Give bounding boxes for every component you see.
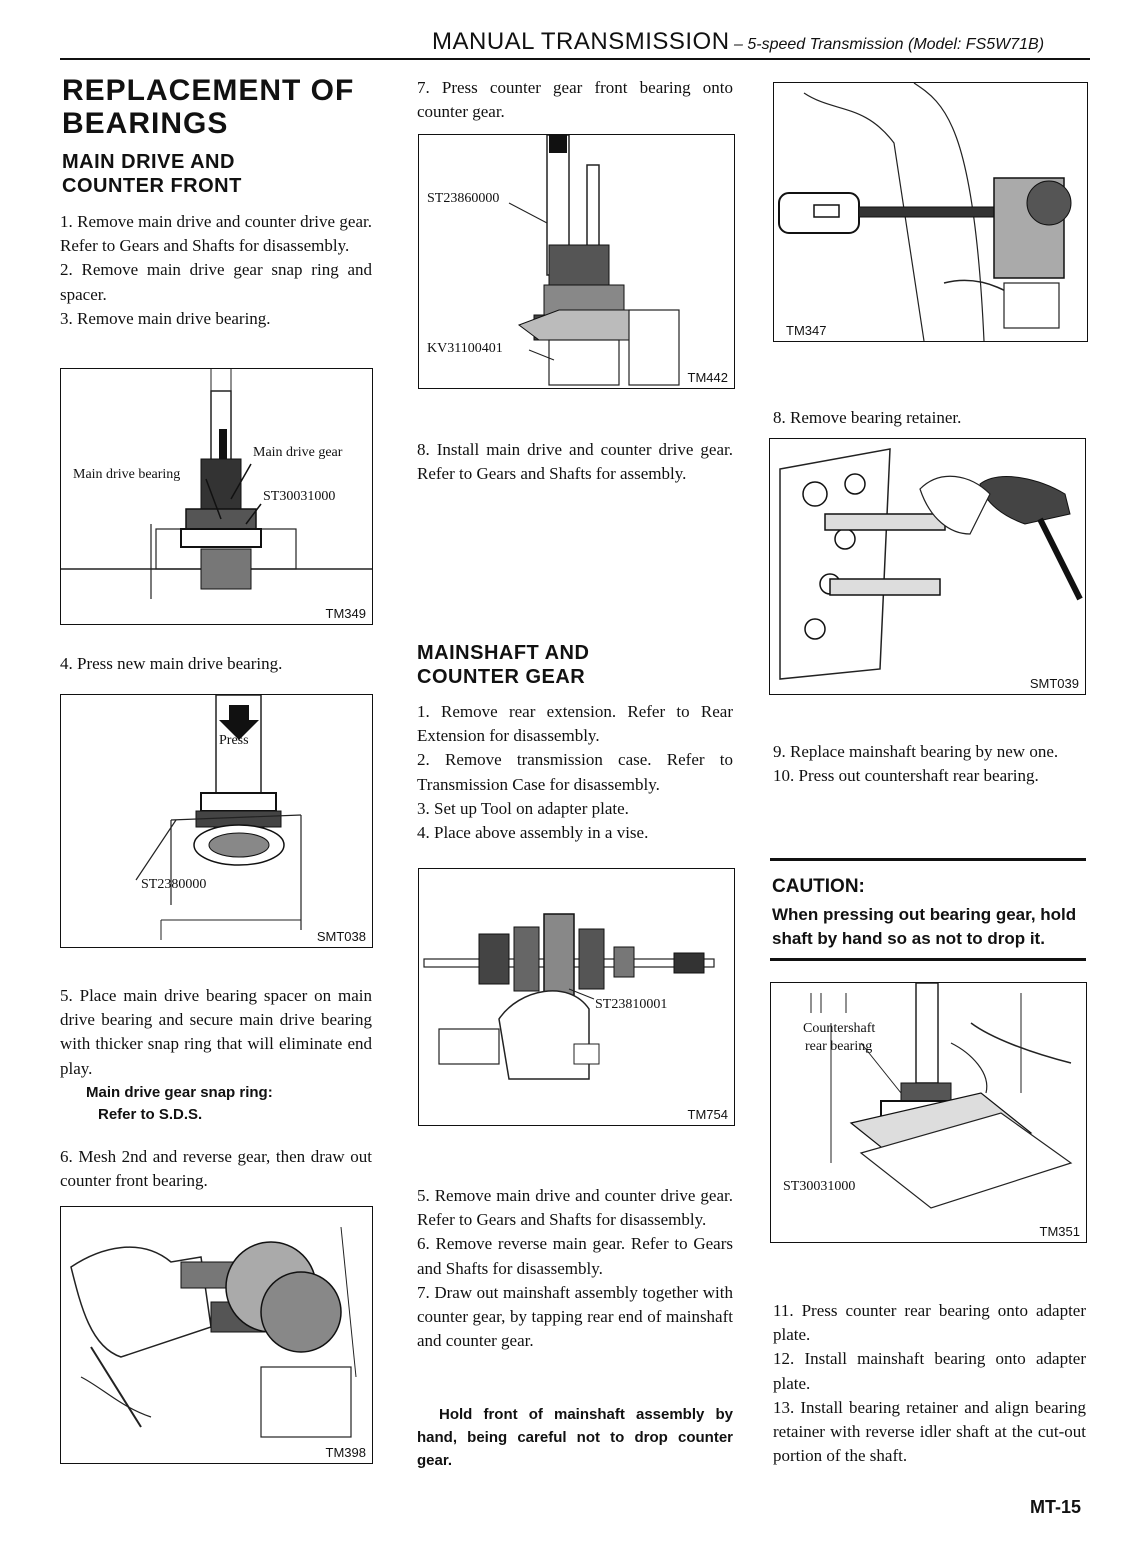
hold-mainshaft-note: Hold front of mainshaft assembly by hand, being careful not to drop counter gear.	[417, 1406, 733, 1469]
fig-label-tool-number-b: KV31100401	[427, 341, 503, 356]
caution-text: When pressing out bearing gear, hold shaft by hand so as not to drop it.	[772, 905, 1077, 948]
figure-code: TM351	[1039, 1224, 1080, 1239]
header-title: MANUAL TRANSMISSION	[432, 28, 730, 55]
fig-label-main-drive-gear: Main drive gear	[253, 445, 343, 460]
section-title	[62, 74, 382, 140]
step-2: 2. Remove transmission case. Refer to Transmission Case for disassembly.	[417, 750, 733, 794]
steps-mainshaft-5-7	[417, 1184, 733, 1353]
caution-bottom-rule	[770, 958, 1086, 961]
step-2: 2. Remove main drive gear snap ring and spacer.	[60, 260, 372, 304]
step-4: 4. Place above assembly in a vise.	[417, 823, 649, 843]
fig-label-tool-number: ST2380000	[141, 877, 207, 892]
figure-code: TM398	[325, 1445, 366, 1460]
press-bearing-illustration	[61, 695, 372, 947]
figure-code: TM754	[687, 1107, 728, 1122]
subsection-title-line2: COUNTER FRONT	[62, 175, 242, 197]
section-title-line2: BEARINGS	[62, 107, 229, 140]
step-3: 3. Set up Tool on adapter plate.	[417, 798, 629, 818]
section-title-line1: REPLACEMENT OF	[62, 74, 355, 107]
figure-tm347	[773, 82, 1088, 342]
step-3: 3. Remove main drive bearing.	[60, 308, 271, 328]
figure-smt038	[60, 694, 373, 948]
bearing-retainer-bolt-illustration	[774, 83, 1087, 341]
header-subtitle: – 5-speed Transmission (Model: FS5W71B)	[729, 36, 1045, 53]
step-13: 13. Install bearing retainer and align bearing retainer with reverse idler shaft at the cut-out portion of the shaft.	[773, 1397, 1086, 1466]
subsection-title-line1: MAINSHAFT AND	[417, 642, 590, 664]
header-rule	[60, 58, 1090, 60]
subsection-title-mainshaft	[417, 641, 733, 689]
step-8-install-gears: 8. Install main drive and counter drive gear. Refer to Gears and Shafts for assembly.	[417, 440, 733, 484]
step-7: 7. Draw out mainshaft assembly together with counter gear, by tapping rear end of mainshaft and counter gear.	[417, 1282, 733, 1351]
snap-ring-note	[86, 1082, 376, 1126]
step-8-remove-retainer: 8. Remove bearing retainer.	[773, 408, 962, 427]
step-11: 11. Press counter rear bearing onto adapter plate.	[773, 1301, 1086, 1345]
bearing-retainer-removal-illustration	[770, 439, 1085, 694]
step-1: 1. Remove rear extension. Refer to Rear Extension for disassembly.	[417, 702, 733, 746]
figure-code: TM442	[687, 370, 728, 385]
note-line2: Refer to S.D.S.	[98, 1106, 203, 1123]
step-6: 6. Mesh 2nd and reverse gear, then draw out counter front bearing.	[60, 1147, 372, 1191]
figure-code: SMT039	[1029, 676, 1079, 691]
step-9: 9. Replace mainshaft bearing by new one.	[773, 742, 1059, 761]
fig-label-tool-number: ST30031000	[783, 1179, 856, 1194]
page-header	[432, 28, 1044, 56]
step-4: 4. Press new main drive bearing.	[60, 654, 283, 673]
page-number: MT-15	[1030, 1497, 1082, 1517]
subsection-title-main-drive	[62, 150, 382, 198]
figure-code: TM349	[325, 606, 366, 621]
steps-1-3	[60, 210, 372, 331]
step-10: 10. Press out countershaft rear bearing.	[773, 766, 1039, 786]
figure-code: SMT038	[316, 929, 366, 944]
fig-label-main-drive-bearing: Main drive bearing	[73, 467, 181, 482]
steps-mainshaft-1-4	[417, 700, 733, 845]
figure-tm349	[60, 368, 373, 625]
step-5: 5. Place main drive bearing spacer on main drive bearing and secure main drive bearing with thicker snap ring that will eliminate end play.	[60, 986, 372, 1078]
figure-smt039	[769, 438, 1086, 695]
figure-tm442	[418, 134, 735, 389]
caution-title: CAUTION:	[772, 876, 865, 897]
figure-tm754	[418, 868, 735, 1126]
subsection-title-line2: COUNTER GEAR	[417, 666, 586, 688]
step-6: 6. Remove reverse main gear. Refer to Gears and Shafts for disassembly.	[417, 1234, 733, 1278]
puller-illustration	[61, 1207, 372, 1463]
subsection-title-line1: MAIN DRIVE AND	[62, 151, 235, 173]
figure-tm351	[770, 982, 1087, 1243]
steps-11-13	[773, 1299, 1086, 1468]
fig-label-tool-number: ST30031000	[263, 489, 336, 504]
fig-label-press: Press	[219, 733, 249, 748]
step-12: 12. Install mainshaft bearing onto adapter plate.	[773, 1349, 1086, 1393]
figure-tm398	[60, 1206, 373, 1464]
fig-label-rear-bearing: rear bearing	[805, 1039, 873, 1054]
fig-label-countershaft: Countershaft	[803, 1021, 876, 1036]
step-1: 1. Remove main drive and counter drive gear. Refer to Gears and Shafts for disassembly.	[60, 212, 372, 256]
step-7-counter-front-bearing: 7. Press counter gear front bearing onto counter gear.	[417, 78, 733, 122]
caution-top-rule	[770, 858, 1086, 861]
step-5: 5. Remove main drive and counter drive gear. Refer to Gears and Shafts for disassembly.	[417, 1186, 733, 1230]
note-line1: Main drive gear snap ring:	[86, 1084, 273, 1101]
mainshaft-vise-illustration	[419, 869, 734, 1125]
fig-label-tool-number-a: ST23860000	[427, 191, 500, 206]
fig-label-tool-number: ST23810001	[595, 997, 668, 1012]
steps-9-10	[773, 740, 1086, 788]
figure-code: TM347	[786, 323, 827, 338]
